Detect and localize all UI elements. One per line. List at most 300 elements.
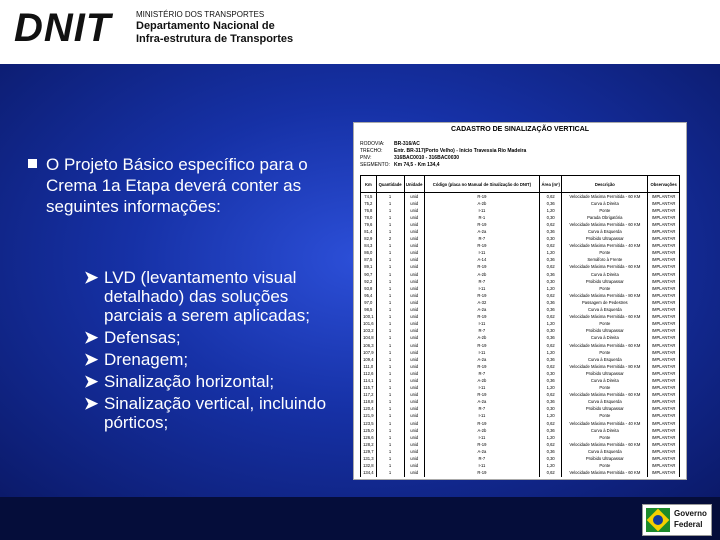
table-cell: unid [404,413,424,420]
table-cell: 75,2 [361,200,377,207]
table-row [361,385,680,392]
table-cell: 1 [376,377,404,384]
table-cell: 101,6 [361,321,377,328]
table-cell: Curva à Esquerda [562,307,648,314]
table-cell: 0,30 [539,328,561,335]
table-cell: 1 [376,193,404,201]
table-cell: 87,5 [361,257,377,264]
table-cell: IMPLANTAR [648,370,680,377]
meta-label: RODOVIA: [360,141,385,147]
table-cell: IMPLANTAR [648,236,680,243]
sub-item-list [86,268,336,435]
table-cell: 0,36 [539,271,561,278]
table-cell: IMPLANTAR [648,342,680,349]
table-cell: 82,9 [361,236,377,243]
square-bullet-icon [28,159,37,168]
document-meta [360,141,526,169]
table-cell: Curva à Direita [562,200,648,207]
table-cell: IMPLANTAR [648,243,680,250]
table-cell: IMPLANTAR [648,278,680,285]
table-row [361,406,680,413]
table-cell: unid [404,335,424,342]
table-cell: 132,8 [361,463,377,470]
arrow-bullet-icon: ➤ [84,268,99,287]
table-cell: Ponte [562,463,648,470]
table-cell: unid [404,470,424,477]
table-cell: 0,62 [539,193,561,201]
table-cell: IMPLANTAR [648,271,680,278]
table-cell: 1 [376,285,404,292]
table-row [361,335,680,342]
table-cell: R-1 [424,214,539,221]
table-cell: IMPLANTAR [648,441,680,448]
table-cell: unid [404,278,424,285]
table-row [361,455,680,462]
table-cell: I-11 [424,349,539,356]
table-cell: Curva à Esquerda [562,448,648,455]
table-cell: IMPLANTAR [648,335,680,342]
table-cell: unid [404,342,424,349]
sub-item-text: Sinalização vertical, incluindo pórticos; [104,394,327,432]
table-cell: Curva à Direita [562,427,648,434]
arrow-bullet-icon: ➤ [84,328,99,347]
sub-item-text: Defensas; [104,328,181,347]
table-cell: IMPLANTAR [648,250,680,257]
table-cell: 0,36 [539,448,561,455]
table-cell: 1,20 [539,250,561,257]
table-cell: 1,20 [539,285,561,292]
table-cell: unid [404,264,424,271]
table-row [361,292,680,299]
table-cell: 0,62 [539,264,561,271]
table-row [361,271,680,278]
table-cell: 1 [376,250,404,257]
table-row [361,207,680,214]
table-cell: 1 [376,434,404,441]
arrow-bullet-icon: ➤ [84,350,99,369]
table-cell: 90,7 [361,271,377,278]
table-cell: IMPLANTAR [648,470,680,477]
table-row [361,399,680,406]
table-cell: IMPLANTAR [648,264,680,271]
table-cell: 0,30 [539,370,561,377]
table-row [361,257,680,264]
table-cell: 128,2 [361,441,377,448]
footer-bar [0,497,720,540]
table-cell: R-19 [424,363,539,370]
table-cell: 1 [376,243,404,250]
table-cell: unid [404,420,424,427]
gov-line-2: Federal [674,520,703,529]
table-cell: R-19 [424,392,539,399]
table-cell: 79,6 [361,221,377,228]
table-cell: Ponte [562,349,648,356]
table-cell: IMPLANTAR [648,228,680,235]
table-cell: 0,30 [539,278,561,285]
table-cell: 104,8 [361,335,377,342]
table-cell: 98,5 [361,307,377,314]
table-cell: Ponte [562,250,648,257]
table-cell: unid [404,427,424,434]
table-cell: IMPLANTAR [648,406,680,413]
table-cell: Ponte [562,413,648,420]
table-cell: R-19 [424,441,539,448]
table-cell: unid [404,307,424,314]
table-cell: 0,36 [539,200,561,207]
table-cell: Velocidade Máxima Permitida - 60 KM [562,342,648,349]
table-row [361,356,680,363]
table-cell: 118,8 [361,399,377,406]
table-cell: A-2b [424,271,539,278]
table-cell: 1 [376,470,404,477]
table-cell: 1 [376,349,404,356]
meta-value: Entr. BR-317(Porto Velho) - Início Travessia Rio Madeira [394,148,527,154]
table-cell: IMPLANTAR [648,413,680,420]
table-cell: unid [404,257,424,264]
table-cell: 0,62 [539,470,561,477]
table-cell: 89,1 [361,264,377,271]
governo-federal-badge [642,504,712,536]
table-cell: IMPLANTAR [648,448,680,455]
table-cell: 97,0 [361,299,377,306]
table-cell: IMPLANTAR [648,455,680,462]
table-row [361,221,680,228]
table-cell: I-11 [424,321,539,328]
table-cell: IMPLANTAR [648,363,680,370]
table-row [361,278,680,285]
table-cell: A-2a [424,399,539,406]
table-cell: I-11 [424,385,539,392]
table-cell: 1 [376,299,404,306]
table-cell: 114,1 [361,377,377,384]
table-cell: unid [404,207,424,214]
table-cell: 1,20 [539,321,561,328]
table-row [361,264,680,271]
table-cell: 76,8 [361,207,377,214]
table-header-cell: Descrição [562,176,648,193]
table-cell: 1 [376,257,404,264]
table-row [361,448,680,455]
table-cell: IMPLANTAR [648,314,680,321]
table-cell: I-11 [424,434,539,441]
table-cell: R-19 [424,342,539,349]
table-cell: IMPLANTAR [648,285,680,292]
table-cell: 0,36 [539,307,561,314]
table-cell: 131,3 [361,455,377,462]
table-cell: 1 [376,278,404,285]
table-cell: unid [404,392,424,399]
table-cell: 81,4 [361,228,377,235]
table-row [361,420,680,427]
table-cell: A-2a [424,307,539,314]
table-cell: 1 [376,264,404,271]
table-cell: IMPLANTAR [648,214,680,221]
table-header-cell: Área (m²) [539,176,561,193]
table-cell: 1 [376,455,404,462]
table-cell: 0,62 [539,292,561,299]
table-cell: 1 [376,392,404,399]
table-cell: 111,0 [361,363,377,370]
table-cell: A-2a [424,228,539,235]
table-cell: IMPLANTAR [648,299,680,306]
table-cell: 0,36 [539,356,561,363]
table-cell: unid [404,314,424,321]
table-cell: IMPLANTAR [648,292,680,299]
table-cell: IMPLANTAR [648,434,680,441]
table-cell: Ponte [562,207,648,214]
table-cell: IMPLANTAR [648,420,680,427]
table-cell: unid [404,455,424,462]
table-cell: IMPLANTAR [648,257,680,264]
table-cell: IMPLANTAR [648,377,680,384]
table-cell: 92,2 [361,278,377,285]
table-cell: 1,20 [539,207,561,214]
table-cell: 0,30 [539,236,561,243]
table-cell: A-32 [424,299,539,306]
table-cell: unid [404,221,424,228]
table-cell: 86,0 [361,250,377,257]
sub-item [84,350,336,369]
table-cell: Velocidade Máxima Permitida - 60 KM [562,441,648,448]
table-cell: Proibido Ultrapassar [562,406,648,413]
table-row [361,370,680,377]
table-cell: Proibido Ultrapassar [562,236,648,243]
table-cell: unid [404,243,424,250]
table-cell: 0,30 [539,406,561,413]
table-cell: 1 [376,448,404,455]
table-cell: unid [404,228,424,235]
table-cell: IMPLANTAR [648,321,680,328]
table-cell: 1 [376,427,404,434]
table-row [361,243,680,250]
table-cell: R-7 [424,236,539,243]
table-row [361,321,680,328]
table-cell: 0,36 [539,228,561,235]
table-cell: IMPLANTAR [648,328,680,335]
meta-value: 316BAC0010 - 316BAC0030 [394,155,460,161]
table-cell: 78,0 [361,214,377,221]
table-cell: 115,7 [361,385,377,392]
table-cell: 0,62 [539,221,561,228]
table-header-row [361,176,680,193]
table-cell: Velocidade Máxima Permitida - 60 KM [562,470,648,477]
dnit-logo: DNIT [14,6,112,50]
table-row [361,285,680,292]
table-cell: I-11 [424,285,539,292]
table-cell: Proibido Ultrapassar [562,278,648,285]
table-cell: 1 [376,321,404,328]
table-cell: 1 [376,441,404,448]
table-row [361,250,680,257]
table-row [361,441,680,448]
table-cell: A-2a [424,448,539,455]
table-cell: Semáforo à Frente [562,257,648,264]
table-cell: Velocidade Máxima Permitida - 80 KM [562,292,648,299]
table-cell: unid [404,363,424,370]
table-cell: IMPLANTAR [648,427,680,434]
table-cell: IMPLANTAR [648,200,680,207]
table-cell: A-2a [424,356,539,363]
table-cell: unid [404,328,424,335]
table-row [361,193,680,201]
table-cell: Curva à Direita [562,271,648,278]
table-cell: Ponte [562,385,648,392]
table-cell: 1 [376,207,404,214]
table-cell: unid [404,200,424,207]
table-cell: 1 [376,307,404,314]
table-body [361,193,680,477]
table-cell: Proibido Ultrapassar [562,370,648,377]
table-cell: 1,20 [539,434,561,441]
table-cell: 1 [376,271,404,278]
table-cell: 1 [376,413,404,420]
gov-line-1: Governo [674,509,707,518]
brazil-flag-icon [646,508,670,532]
table-cell: Velocidade Máxima Permitida - 60 KM [562,264,648,271]
table-cell: unid [404,377,424,384]
table-cell: 125,0 [361,427,377,434]
table-cell: unid [404,236,424,243]
table-row [361,236,680,243]
table-cell: unid [404,292,424,299]
table-row [361,314,680,321]
table-cell: unid [404,434,424,441]
table-cell: 134,4 [361,470,377,477]
meta-line [360,162,526,169]
table-cell: 0,62 [539,243,561,250]
table-cell: R-19 [424,470,539,477]
table-cell: IMPLANTAR [648,193,680,201]
table-cell: Velocidade Máxima Permitida - 40 KM [562,243,648,250]
table-cell: 126,6 [361,434,377,441]
main-bullet-text: O Projeto Básico específico para o Crema 1a Etapa deverá conter as seguintes informações: [46,155,308,216]
table-cell: IMPLANTAR [648,463,680,470]
meta-value: Km 74,5 - Km 134,4 [394,162,440,168]
table-cell: Velocidade Máxima Permitida - 60 KM [562,314,648,321]
table-header-cell: Observações [648,176,680,193]
table-cell: 109,4 [361,356,377,363]
meta-label: SEGMENTO: [360,162,390,168]
table-cell: 1 [376,370,404,377]
department-line-2: Infra-estrutura de Transportes [136,33,294,45]
table-row [361,228,680,235]
table-cell: Ponte [562,285,648,292]
table-cell: I-11 [424,207,539,214]
table-cell: unid [404,441,424,448]
table-cell: 93,8 [361,285,377,292]
table-cell: 0,62 [539,420,561,427]
department-line-1: Departamento Nacional de [136,20,275,32]
table-cell: 1 [376,463,404,470]
table-cell: 74,5 [361,193,377,201]
meta-line [360,155,526,162]
table-cell: 1,20 [539,385,561,392]
table-cell: unid [404,285,424,292]
table-cell: 1 [376,221,404,228]
table-row [361,214,680,221]
ministry-label: MINISTÉRIO DOS TRANSPORTES [136,10,265,19]
table-cell: 1 [376,342,404,349]
table-row [361,470,680,477]
table-cell: Curva à Direita [562,335,648,342]
meta-label: PNV: [360,155,372,161]
table-cell: 1,20 [539,463,561,470]
table-cell: Ponte [562,321,648,328]
table-cell: 121,9 [361,413,377,420]
table-cell: 0,62 [539,342,561,349]
meta-line [360,141,526,148]
table-cell: IMPLANTAR [648,399,680,406]
table-cell: 100,1 [361,314,377,321]
table-cell: IMPLANTAR [648,207,680,214]
table-cell: unid [404,370,424,377]
table-cell: 1 [376,363,404,370]
table-cell: Passagem de Pedestres [562,299,648,306]
sub-item [84,372,336,391]
table-cell: R-19 [424,193,539,201]
table-cell: 129,7 [361,448,377,455]
table-cell: 1 [376,200,404,207]
table-cell: 0,30 [539,214,561,221]
table-cell: Ponte [562,434,648,441]
table-cell: 106,3 [361,342,377,349]
table-cell: R-7 [424,406,539,413]
table-cell: R-7 [424,370,539,377]
table-cell: R-19 [424,221,539,228]
table-row [361,363,680,370]
table-cell: 0,36 [539,427,561,434]
table-header-cell: Km [361,176,377,193]
table-cell: IMPLANTAR [648,392,680,399]
table-cell: unid [404,448,424,455]
table-cell: unid [404,321,424,328]
table-cell: A-2b [424,335,539,342]
table-row [361,463,680,470]
table-cell: R-7 [424,278,539,285]
table-cell: 1 [376,406,404,413]
table-cell: Velocidade Máxima Permitida - 60 KM [562,193,648,201]
meta-label: TRECHO: [360,148,383,154]
table-cell: Velocidade Máxima Permitida - 80 KM [562,363,648,370]
table-header-cell: Quantidade [376,176,404,193]
table-cell: A-2b [424,200,539,207]
table-row [361,328,680,335]
table-cell: 1 [376,356,404,363]
sub-item [84,268,336,325]
table-cell: 1 [376,335,404,342]
table-cell: 112,6 [361,370,377,377]
sub-item-text: Drenagem; [104,350,189,369]
table-cell: unid [404,406,424,413]
table-cell: unid [404,349,424,356]
table-cell: 107,9 [361,349,377,356]
table-cell: unid [404,193,424,201]
signage-register-document [353,122,687,480]
table-cell: 1 [376,314,404,321]
table-cell: unid [404,385,424,392]
table-cell: IMPLANTAR [648,385,680,392]
table-cell: 0,36 [539,257,561,264]
table-row [361,349,680,356]
table-cell: 0,62 [539,314,561,321]
meta-value: BR-316/AC [394,141,420,147]
table-cell: A-14 [424,257,539,264]
table-cell: Proibido Ultrapassar [562,328,648,335]
table-cell: 0,62 [539,392,561,399]
table-cell: R-19 [424,420,539,427]
table-cell: unid [404,214,424,221]
table-cell: 1 [376,328,404,335]
